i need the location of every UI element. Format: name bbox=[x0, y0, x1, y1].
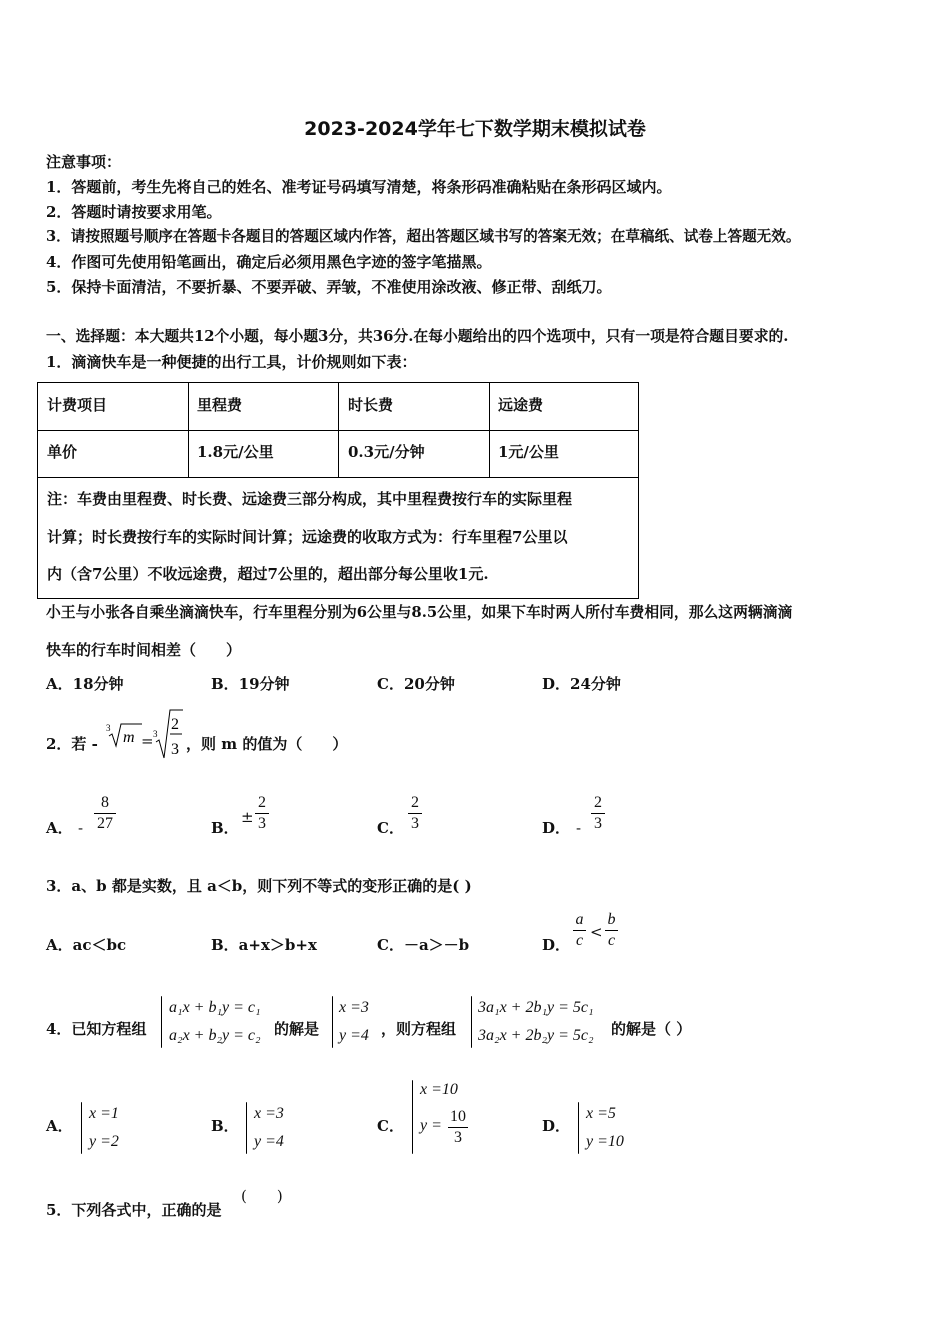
cube-root-fraction bbox=[153, 708, 185, 760]
notice-item: 1．答题前，考生先将自己的姓名、准考证号码填写清楚，将条形码准确粘贴在条形码区域内。 bbox=[46, 178, 672, 196]
question-4-mid1: 的解是 bbox=[274, 1020, 320, 1038]
fraction-numerator: 2 bbox=[171, 716, 179, 733]
option-b-sign: ± bbox=[241, 808, 254, 826]
root-index: 3 bbox=[106, 723, 111, 733]
solution-system bbox=[339, 994, 369, 1050]
question-5-paren: ( ) bbox=[241, 1187, 283, 1205]
table-cell: 1.8元/公里 bbox=[197, 443, 274, 461]
numerator: 2 bbox=[258, 794, 266, 811]
question-5-stem: 5．下列各式中，正确的是 bbox=[46, 1201, 222, 1219]
option-b-system[interactable] bbox=[254, 1100, 284, 1156]
page-title: 2023-2024学年七下数学期末模拟试卷 bbox=[304, 118, 646, 140]
brace bbox=[332, 996, 333, 1048]
table-cell: 单价 bbox=[47, 443, 78, 461]
denominator: 3 bbox=[411, 815, 419, 832]
denominator: c bbox=[575, 932, 584, 949]
equation: x =5 bbox=[586, 1105, 616, 1122]
option-c-label[interactable]: C． bbox=[377, 1117, 404, 1135]
option-c-fraction bbox=[448, 1108, 468, 1147]
cube-root-m bbox=[106, 720, 144, 750]
equation: y =2 bbox=[89, 1133, 119, 1150]
table-note: 注：车费由里程费、时长费、远途费三部分构成，其中里程费按行车的实际里程 bbox=[47, 490, 573, 508]
table-note: 内（含7公里）不收远途费，超过7公里的，超出部分每公里收1元. bbox=[47, 565, 489, 583]
denominator: 3 bbox=[454, 1129, 462, 1146]
less-than-sign: < bbox=[590, 923, 603, 941]
equation: 3a₁x + 2b₁y = 5c₁ bbox=[478, 999, 594, 1016]
option-c-y[interactable]: y = bbox=[420, 1117, 442, 1134]
option-c-x[interactable]: x =10 bbox=[420, 1081, 458, 1098]
table-cell: 0.3元/分钟 bbox=[348, 443, 425, 461]
equation: y =4 bbox=[339, 1027, 369, 1044]
section-heading: 一、选择题：本大题共12个小题，每小题3分，共36分.在每小题给出的四个选项中，只有一项是符合题目要求的. bbox=[46, 328, 789, 345]
option-b[interactable]: B．19分钟 bbox=[211, 675, 290, 693]
option-a-system[interactable] bbox=[89, 1100, 119, 1156]
equation-system-2 bbox=[478, 994, 594, 1050]
equation: a₁x + b₁y = c₁ bbox=[169, 999, 261, 1016]
option-a-sign: - bbox=[78, 819, 84, 837]
option-d-sign: - bbox=[576, 819, 582, 837]
fraction-denominator: 3 bbox=[171, 741, 179, 758]
option-d-label[interactable]: D． bbox=[542, 819, 571, 837]
option-d[interactable]: D． bbox=[542, 936, 571, 954]
notice-item: 5．保持卡面清洁，不要折暴、不要弄破、弄皱，不准使用涂改液、修正带、刮纸刀。 bbox=[46, 278, 612, 296]
question-1-stem: 1．滴滴快车是一种便捷的出行工具，计价规则如下表： bbox=[46, 353, 417, 371]
equation: 3a₂x + 2b₂y = 5c₂ bbox=[478, 1027, 594, 1044]
question-4-mid2: ，则方程组 bbox=[381, 1020, 457, 1038]
numerator: b bbox=[607, 911, 616, 928]
option-d-label[interactable]: D． bbox=[542, 1117, 571, 1135]
brace bbox=[161, 996, 162, 1048]
table-cell: 1元/公里 bbox=[498, 443, 559, 461]
equation: y =10 bbox=[586, 1133, 624, 1150]
option-d[interactable]: D．24分钟 bbox=[542, 675, 621, 693]
option-c-label[interactable]: C． bbox=[377, 819, 404, 837]
fare-table bbox=[37, 382, 639, 599]
notice-item: 2．答题时请按要求用笔。 bbox=[46, 203, 222, 221]
numerator: 10 bbox=[450, 1108, 466, 1125]
option-d-fraction-right[interactable] bbox=[605, 911, 618, 950]
option-b-label[interactable]: B． bbox=[211, 819, 239, 837]
equation: x =3 bbox=[339, 999, 369, 1016]
equation: x =3 bbox=[254, 1105, 284, 1122]
equation: x =1 bbox=[89, 1105, 119, 1122]
equals-sign: = bbox=[141, 732, 154, 750]
option-d-system[interactable] bbox=[586, 1100, 624, 1156]
brace bbox=[412, 1080, 413, 1154]
numerator: a bbox=[575, 911, 584, 928]
denominator: 3 bbox=[258, 815, 266, 832]
numerator: 8 bbox=[101, 794, 109, 811]
brace bbox=[81, 1102, 82, 1154]
denominator: 27 bbox=[97, 815, 113, 832]
option-c[interactable]: C．－a＞－b bbox=[377, 936, 470, 954]
question-2-suffix: ，则 m 的值为（ ） bbox=[186, 735, 348, 753]
notice-item: 3．请按照题号顺序在答题卡各题目的答题区域内作答，超出答题区域书写的答案无效；在草稿纸、试卷上答题无效。 bbox=[46, 228, 801, 245]
table-header: 远途费 bbox=[498, 396, 544, 414]
denominator: 3 bbox=[594, 815, 602, 832]
option-b-fraction[interactable] bbox=[255, 794, 269, 833]
notice-item: 4．作图可先使用铅笔画出，确定后必须用黑色字迹的签字笔描黑。 bbox=[46, 253, 492, 271]
numerator: 2 bbox=[411, 794, 419, 811]
brace bbox=[578, 1102, 579, 1154]
equation-system-1 bbox=[169, 994, 261, 1050]
option-a[interactable]: A．ac＜bc bbox=[46, 936, 127, 954]
denominator: c bbox=[607, 932, 616, 949]
table-header: 时长费 bbox=[348, 396, 394, 414]
option-b-label[interactable]: B． bbox=[211, 1117, 239, 1135]
table-header: 计费项目 bbox=[47, 396, 108, 414]
option-b[interactable]: B．a+x＞b+x bbox=[211, 936, 317, 954]
question-1-text: 小王与小张各自乘坐滴滴快车，行车里程分别为6公里与8.5公里，如果下车时两人所付车费相同，那么这两辆滴滴 bbox=[46, 604, 793, 621]
option-d-fraction[interactable] bbox=[591, 794, 605, 833]
table-header: 里程费 bbox=[197, 396, 243, 414]
notice-heading: 注意事项： bbox=[46, 153, 122, 171]
root-radicand: m bbox=[123, 729, 135, 746]
numerator: 2 bbox=[594, 794, 602, 811]
question-4-suffix: 的解是（ ） bbox=[611, 1020, 692, 1038]
option-a-label[interactable]: A． bbox=[46, 1117, 73, 1135]
table-note: 计算；时长费按行车的实际时间计算；远途费的收取方式为：行车里程7公里以 bbox=[47, 528, 568, 546]
question-4-prefix: 4．已知方程组 bbox=[46, 1020, 147, 1038]
brace bbox=[471, 996, 472, 1048]
brace bbox=[246, 1102, 247, 1154]
option-a-fraction[interactable] bbox=[94, 794, 116, 833]
option-a-label[interactable]: A． bbox=[46, 819, 73, 837]
option-c-fraction[interactable] bbox=[408, 794, 422, 833]
question-3-stem: 3．a、b 都是实数，且 a＜b，则下列不等式的变形正确的是( ) bbox=[46, 877, 472, 895]
equation: a₂x + b₂y = c₂ bbox=[169, 1027, 261, 1044]
question-1-text: 快车的行车时间相差（ ） bbox=[46, 641, 242, 659]
option-a[interactable]: A．18分钟 bbox=[46, 675, 124, 693]
option-d-fraction-left[interactable] bbox=[573, 911, 586, 950]
question-2-prefix: 2．若 - bbox=[46, 735, 98, 753]
equation: y =4 bbox=[254, 1133, 284, 1150]
root-index: 3 bbox=[153, 729, 158, 739]
option-c[interactable]: C．20分钟 bbox=[377, 675, 455, 693]
